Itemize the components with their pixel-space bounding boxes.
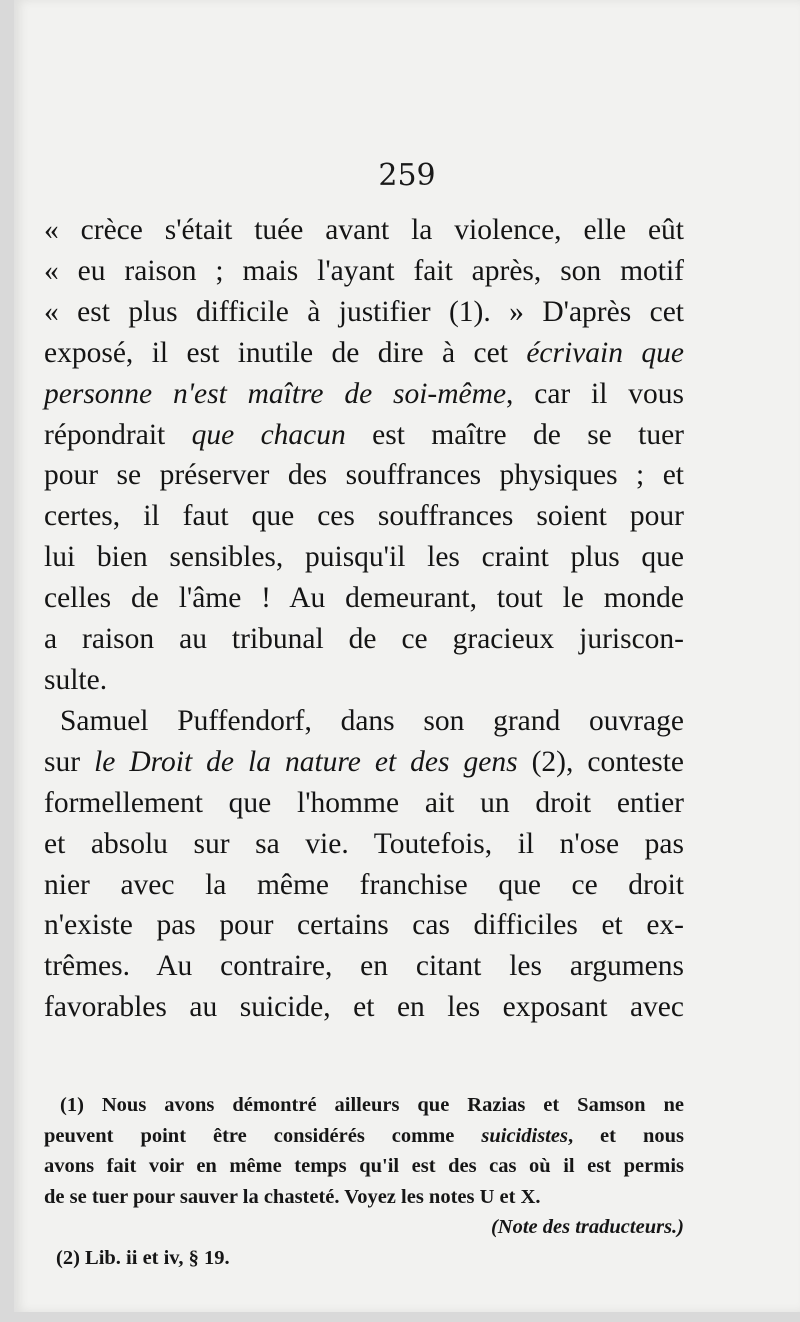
text-line: pour se préserver des souffrances physiques ; et <box>44 459 684 492</box>
text-line: celles de l'âme ! Au demeurant, tout le monde <box>44 582 684 615</box>
text-line: a raison au tribunal de ce gracieux juriscon- <box>44 623 684 656</box>
text-line: n'existe pas pour certains cas difficiles et ex- <box>44 909 684 942</box>
page-number: 259 <box>378 158 436 193</box>
text-line: trêmes. Au contraire, en citant les argumens <box>44 950 684 983</box>
text-line: nier avec la même franchise que ce droit <box>44 868 684 901</box>
footnote-1-line: avons fait voir en même temps qu'il est des cas où il est permis <box>44 1155 684 1178</box>
text-line: lui bien sensibles, puisqu'il les craint plus que <box>44 541 684 574</box>
text-line: répondrait que chacun est maître de se tuer <box>44 418 685 451</box>
footnotes <box>44 1090 684 1274</box>
text-line: favorables au suicide, et en les exposant avec <box>44 991 684 1024</box>
book-page <box>14 0 800 1312</box>
text-line: personne n'est maître de soi-même, car il vous <box>44 377 684 410</box>
text-line: formellement que l'homme ait un droit entier <box>44 786 684 819</box>
text-line: sulte. <box>44 663 108 696</box>
footnote-2: (2) Lib. ii et iv, § 19. <box>56 1246 230 1269</box>
paragraph-start-line: Samuel Puffendorf, dans son grand ouvrage <box>60 704 684 737</box>
footnote-attribution: (Note des traducteurs.) <box>490 1216 684 1239</box>
footnote-1-line: (1) Nous avons démontré ailleurs que Razias et Samson ne <box>60 1094 684 1116</box>
text-line: sur le Droit de la nature et des gens (2), conteste <box>44 745 684 778</box>
text-line: « crèce s'était tuée avant la violence, elle eût <box>44 214 684 246</box>
body-text <box>44 210 684 1028</box>
footnote-1-line: de se tuer pour sauver la chasteté. Voyez les notes U et X. <box>44 1185 541 1208</box>
footnote-1-line: peuvent point être considérés comme suicidistes, et nous <box>44 1124 684 1147</box>
text-line: « est plus difficile à justifier (1). » D'après cet <box>44 295 684 328</box>
text-line: « eu raison ; mais l'ayant fait après, son motif <box>44 254 684 287</box>
text-line: exposé, il est inutile de dire à cet écrivain que <box>44 336 685 369</box>
text-line: et absolu sur sa vie. Toutefois, il n'ose pas <box>44 827 684 860</box>
text-line: certes, il faut que ces souffrances soient pour <box>44 500 684 533</box>
